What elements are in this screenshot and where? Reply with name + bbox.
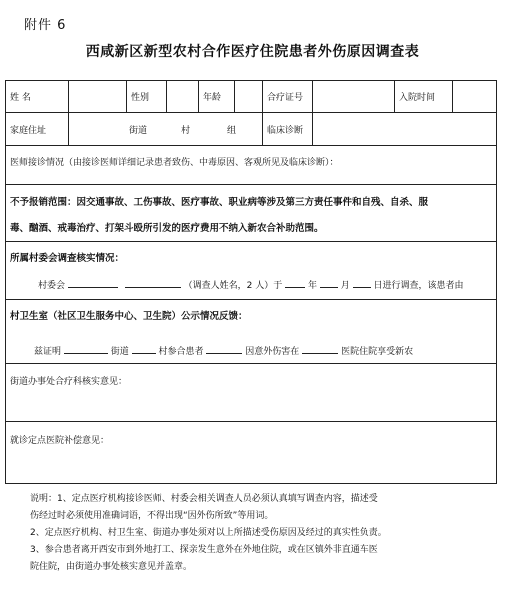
admit-label: 入院时间: [395, 81, 453, 112]
card-field[interactable]: [313, 81, 395, 112]
row-village-survey: [6, 242, 496, 300]
annex-label: 附件 6: [24, 18, 67, 33]
card-label: 合疗证号: [263, 81, 313, 112]
note-line: 院住院，由街道办事处核实意见并盖章。: [30, 562, 193, 572]
village-survey-line: [38, 278, 464, 291]
hospital-text: 医院住院享受新农: [341, 347, 414, 357]
accident-text: 因意外伤害在: [245, 347, 300, 357]
note-line: 伤经过时必须使用准确词语，不得出现“因外伤所致”等用词。: [30, 511, 274, 521]
note-line: 3、参合患者离开西安市到外地打工、探亲发生意外在外地住院，或在区镇外非直通车医: [30, 545, 378, 555]
street-text: 街道: [110, 347, 129, 357]
address-field[interactable]: [69, 113, 263, 145]
exclusion-line-1: 不予报销范围：因交通事故、工伤事故、医疗事故、职业病等涉及第三方责任事件和自残、自杀、服: [10, 197, 429, 208]
year-blank[interactable]: [285, 279, 305, 288]
diagnosis-field[interactable]: [313, 113, 498, 145]
clinic-feedback-line: [34, 344, 413, 357]
certify-blank[interactable]: [64, 345, 108, 354]
notes: [30, 491, 492, 576]
village-committee-text: 村委会: [38, 281, 66, 291]
hospital-blank[interactable]: [302, 345, 338, 354]
row-hospital-compensation: [6, 422, 496, 485]
month-text: 月: [340, 281, 350, 291]
investigation-form: [5, 80, 497, 484]
village-patient-text: 村参合患者: [158, 347, 204, 357]
investigator-text: （调查人姓名，2 人）于: [183, 281, 283, 291]
row-clinic-feedback: [6, 300, 496, 364]
note-line: 说明：1、定点医疗机构接诊医师、村委会相关调查人员必须认真填写调查内容，描述受: [30, 494, 378, 504]
day-text: 日进行调查，该患者由: [373, 281, 464, 291]
day-blank[interactable]: [353, 279, 371, 288]
diagnosis-label: 临床诊断: [263, 113, 313, 145]
village-label: 村: [181, 125, 191, 136]
gender-label: 性别: [127, 81, 167, 112]
clinic-feedback-heading: 村卫生室（社区卫生服务中心、卫生院）公示情况反馈：: [10, 311, 248, 322]
exclusion-line-2: 毒、酗酒、戒毒治疗、打架斗殴所引发的医疗费用不纳入新农合补助范围。: [10, 223, 324, 234]
gender-field[interactable]: [167, 81, 199, 112]
row-street-office: [6, 364, 496, 422]
row-doctor-notes: [6, 146, 496, 185]
committee-blank[interactable]: [68, 279, 118, 288]
row-basic-info: [6, 81, 496, 113]
row-address: [6, 113, 496, 146]
address-label: 家庭住址: [6, 113, 69, 145]
investigator-blank[interactable]: [125, 279, 181, 288]
name-field[interactable]: [69, 81, 127, 112]
admit-field[interactable]: [453, 81, 498, 112]
village-survey-heading: 所属村委会调查核实情况：: [10, 253, 125, 264]
form-title: 西咸新区新型农村合作医疗住院患者外伤原因调查表: [85, 44, 420, 60]
month-blank[interactable]: [320, 279, 338, 288]
group-label: 组: [227, 125, 237, 136]
patient-blank[interactable]: [206, 345, 242, 354]
street-office-label: 街道办事处合疗科核实意见：: [10, 377, 128, 387]
age-label: 年龄: [199, 81, 235, 112]
row-exclusion: [6, 185, 496, 242]
hospital-compensation-label: 就诊定点医院补偿意见：: [10, 436, 110, 446]
age-field[interactable]: [235, 81, 263, 112]
certify-text: 兹证明: [34, 347, 62, 357]
note-line: 2、定点医疗机构、村卫生室、街道办事处须对以上所描述受伤原因及经过的真实性负责。: [30, 528, 387, 538]
year-text: 年: [307, 281, 317, 291]
street-blank[interactable]: [132, 345, 156, 354]
doctor-notes-label: 医师接诊情况（由接诊医师详细记录患者致伤、中毒原因、客观所见及临床诊断）：: [10, 158, 339, 168]
street-label: 街道: [129, 125, 148, 136]
name-label: 姓 名: [6, 81, 69, 112]
